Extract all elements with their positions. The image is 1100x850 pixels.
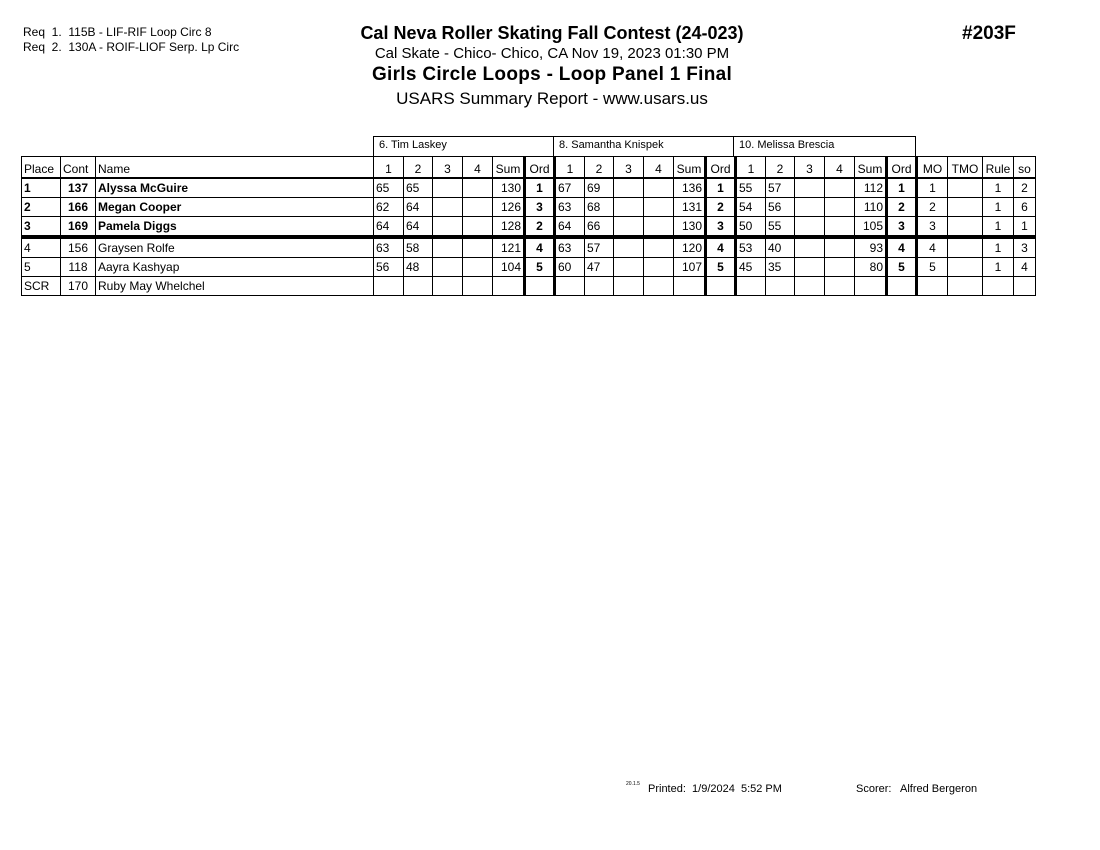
report-title: USARS Summary Report - www.usars.us bbox=[396, 89, 708, 108]
judge-1-ord-cell: 4 bbox=[525, 237, 555, 258]
judge-3-score-1-cell: 54 bbox=[736, 198, 766, 217]
so-cell: 2 bbox=[1014, 178, 1036, 198]
place-cell: 3 bbox=[22, 217, 61, 238]
judge-1-score-4-cell bbox=[463, 178, 493, 198]
judge-3-score-3-cell bbox=[795, 178, 825, 198]
judge-1-score-3-cell bbox=[433, 178, 463, 198]
place-cell: 5 bbox=[22, 258, 61, 277]
col-j1-score-1: 1 bbox=[374, 157, 404, 179]
table-row bbox=[22, 198, 1036, 217]
judge-1-score-1-cell bbox=[374, 277, 404, 296]
judge-2-ord-cell: 2 bbox=[706, 198, 736, 217]
tmo-cell bbox=[948, 217, 983, 238]
judge-1-score-1-cell: 56 bbox=[374, 258, 404, 277]
judge-3-score-2-cell: 57 bbox=[766, 178, 795, 198]
judge-2-score-3-cell bbox=[614, 237, 644, 258]
requirement-2: Req 2. 130A - ROIF-LIOF Serp. Lp Circ bbox=[23, 40, 240, 54]
rule-cell: 1 bbox=[983, 178, 1014, 198]
judge-2-score-4-cell bbox=[644, 198, 674, 217]
judge-3-sum-cell: 112 bbox=[855, 178, 887, 198]
col-j2-ord: Ord bbox=[706, 157, 736, 179]
mo-cell: 4 bbox=[917, 237, 948, 258]
judge-2-sum-cell: 136 bbox=[674, 178, 706, 198]
judge-3-score-1-cell bbox=[736, 277, 766, 296]
judge-3-ord-cell: 4 bbox=[887, 237, 917, 258]
results-table bbox=[21, 156, 1036, 296]
judge-3-score-2-cell: 56 bbox=[766, 198, 795, 217]
judge-2-sum-cell: 107 bbox=[674, 258, 706, 277]
col-j2-score-1: 1 bbox=[555, 157, 585, 179]
judge-2-score-3-cell bbox=[614, 217, 644, 238]
tmo-cell bbox=[948, 277, 983, 296]
cont-cell: 118 bbox=[61, 258, 96, 277]
rule-cell: 1 bbox=[983, 217, 1014, 238]
col-j2-score-3: 3 bbox=[614, 157, 644, 179]
judge-1-ord-cell: 3 bbox=[525, 198, 555, 217]
judge-2-score-1-cell: 63 bbox=[555, 237, 585, 258]
cont-cell: 137 bbox=[61, 178, 96, 198]
judge-2-score-4-cell bbox=[644, 178, 674, 198]
judge-3-ord-cell: 1 bbox=[887, 178, 917, 198]
judge-2-ord-cell: 3 bbox=[706, 217, 736, 238]
judge-3-sum-cell: 105 bbox=[855, 217, 887, 238]
col-j3-score-1: 1 bbox=[736, 157, 766, 179]
judge-3-score-1-cell: 55 bbox=[736, 178, 766, 198]
mo-cell: 2 bbox=[917, 198, 948, 217]
judge-2-score-4-cell bbox=[644, 277, 674, 296]
contest-location-date: Cal Skate - Chico- Chico, CA Nov 19, 2023 01:30 PM bbox=[374, 45, 730, 62]
judge-3-score-4-cell bbox=[825, 178, 855, 198]
judge-1-ord-cell: 1 bbox=[525, 178, 555, 198]
table-row bbox=[22, 178, 1036, 198]
mo-cell: 3 bbox=[917, 217, 948, 238]
col-j3-score-3: 3 bbox=[795, 157, 825, 179]
judge-1-score-2-cell: 58 bbox=[404, 237, 433, 258]
mo-cell: 1 bbox=[917, 178, 948, 198]
judge-2-ord-cell bbox=[706, 277, 736, 296]
cont-cell: 169 bbox=[61, 217, 96, 238]
judge-1-score-1-cell: 63 bbox=[374, 237, 404, 258]
col-j2-score-2: 2 bbox=[585, 157, 614, 179]
so-cell bbox=[1014, 277, 1036, 296]
judge-1-score-1-cell: 64 bbox=[374, 217, 404, 238]
judge-2-score-2-cell: 66 bbox=[585, 217, 614, 238]
judge-2-score-2-cell: 68 bbox=[585, 198, 614, 217]
judge-1-score-2-cell: 65 bbox=[404, 178, 433, 198]
judge-2-score-3-cell bbox=[614, 178, 644, 198]
so-cell: 1 bbox=[1014, 217, 1036, 238]
judge-1-score-3-cell bbox=[433, 258, 463, 277]
judge-1-sum-cell: 121 bbox=[493, 237, 525, 258]
col-j3-sum: Sum bbox=[855, 157, 887, 179]
place-cell: 2 bbox=[22, 198, 61, 217]
judge-1-score-4-cell bbox=[463, 198, 493, 217]
judge-2-score-2-cell bbox=[585, 277, 614, 296]
judge-1-score-4-cell bbox=[463, 258, 493, 277]
col-rule: Rule bbox=[983, 157, 1014, 179]
judge-2-sum-cell: 131 bbox=[674, 198, 706, 217]
judge-3-score-3-cell bbox=[795, 258, 825, 277]
skater-name-cell: Megan Cooper bbox=[96, 198, 374, 217]
judge-3-score-3-cell bbox=[795, 198, 825, 217]
judge-3-score-4-cell bbox=[825, 237, 855, 258]
judge-2-ord-cell: 1 bbox=[706, 178, 736, 198]
judge-3-sum-cell: 110 bbox=[855, 198, 887, 217]
judge-1-score-4-cell bbox=[463, 237, 493, 258]
judge-1-score-2-cell: 64 bbox=[404, 198, 433, 217]
col-tmo: TMO bbox=[948, 157, 983, 179]
judge-2-score-2-cell: 69 bbox=[585, 178, 614, 198]
event-number: #203F bbox=[962, 23, 1016, 44]
judge-1-ord-cell: 2 bbox=[525, 217, 555, 238]
judge-2-sum-cell: 130 bbox=[674, 217, 706, 238]
judge-2-score-4-cell bbox=[644, 258, 674, 277]
judge-2-score-4-cell bbox=[644, 237, 674, 258]
col-j3-score-4: 4 bbox=[825, 157, 855, 179]
rule-cell: 1 bbox=[983, 237, 1014, 258]
judge-1-score-3-cell bbox=[433, 277, 463, 296]
judge-3-score-1-cell: 45 bbox=[736, 258, 766, 277]
judge-3-score-2-cell: 40 bbox=[766, 237, 795, 258]
judge-3-sum-cell: 80 bbox=[855, 258, 887, 277]
place-cell: SCR bbox=[22, 277, 61, 296]
judge-1-score-4-cell bbox=[463, 277, 493, 296]
requirement-1: Req 1. 115B - LIF-RIF Loop Circ 8 bbox=[23, 25, 212, 39]
judge-2-score-1-cell: 64 bbox=[555, 217, 585, 238]
col-j3-score-2: 2 bbox=[766, 157, 795, 179]
judge-1-ord-cell: 5 bbox=[525, 258, 555, 277]
rule-cell: 1 bbox=[983, 198, 1014, 217]
tmo-cell bbox=[948, 258, 983, 277]
place-cell: 4 bbox=[22, 237, 61, 258]
judge-3-ord-cell bbox=[887, 277, 917, 296]
col-j1-score-4: 4 bbox=[463, 157, 493, 179]
judge-3-score-1-cell: 53 bbox=[736, 237, 766, 258]
col-mo: MO bbox=[917, 157, 948, 179]
table-row bbox=[22, 258, 1036, 277]
judge-3-label: 10. Melissa Brescia bbox=[733, 136, 916, 156]
judge-3-ord-cell: 3 bbox=[887, 217, 917, 238]
table-row bbox=[22, 217, 1036, 238]
judge-2-score-1-cell: 63 bbox=[555, 198, 585, 217]
scorer-name: Scorer: Alfred Bergeron bbox=[856, 783, 978, 795]
judge-3-score-4-cell bbox=[825, 277, 855, 296]
contest-title: Cal Neva Roller Skating Fall Contest (24-023) bbox=[360, 23, 744, 43]
judge-1-score-2-cell: 48 bbox=[404, 258, 433, 277]
judge-3-ord-cell: 2 bbox=[887, 198, 917, 217]
col-j1-ord: Ord bbox=[525, 157, 555, 179]
cont-cell: 170 bbox=[61, 277, 96, 296]
col-j2-sum: Sum bbox=[674, 157, 706, 179]
judge-3-score-3-cell bbox=[795, 277, 825, 296]
judge-2-label: 8. Samantha Knispek bbox=[553, 136, 734, 156]
col-place: Place bbox=[22, 157, 61, 179]
judge-2-ord-cell: 5 bbox=[706, 258, 736, 277]
judge-1-sum-cell bbox=[493, 277, 525, 296]
judge-2-score-3-cell bbox=[614, 277, 644, 296]
col-j3-ord: Ord bbox=[887, 157, 917, 179]
judge-3-sum-cell bbox=[855, 277, 887, 296]
judge-3-score-4-cell bbox=[825, 258, 855, 277]
so-cell: 4 bbox=[1014, 258, 1036, 277]
col-cont: Cont bbox=[61, 157, 96, 179]
judge-3-score-4-cell bbox=[825, 217, 855, 238]
judge-3-score-3-cell bbox=[795, 237, 825, 258]
judge-3-score-2-cell bbox=[766, 277, 795, 296]
skater-name-cell: Alyssa McGuire bbox=[96, 178, 374, 198]
judge-3-score-1-cell: 50 bbox=[736, 217, 766, 238]
judge-2-ord-cell: 4 bbox=[706, 237, 736, 258]
tmo-cell bbox=[948, 178, 983, 198]
judge-3-sum-cell: 93 bbox=[855, 237, 887, 258]
event-title: Girls Circle Loops - Loop Panel 1 Final bbox=[371, 64, 733, 85]
judge-3-score-2-cell: 35 bbox=[766, 258, 795, 277]
col-name: Name bbox=[96, 157, 374, 179]
cont-cell: 156 bbox=[61, 237, 96, 258]
judge-1-score-2-cell bbox=[404, 277, 433, 296]
table-row bbox=[22, 237, 1036, 258]
rule-cell bbox=[983, 277, 1014, 296]
col-j1-score-2: 2 bbox=[404, 157, 433, 179]
judge-1-score-3-cell bbox=[433, 217, 463, 238]
judge-1-score-3-cell bbox=[433, 237, 463, 258]
skater-name-cell: Graysen Rolfe bbox=[96, 237, 374, 258]
judge-1-sum-cell: 126 bbox=[493, 198, 525, 217]
judge-3-score-2-cell: 55 bbox=[766, 217, 795, 238]
judge-2-score-3-cell bbox=[614, 198, 644, 217]
judge-2-score-3-cell bbox=[614, 258, 644, 277]
judge-2-score-4-cell bbox=[644, 217, 674, 238]
rule-cell: 1 bbox=[983, 258, 1014, 277]
judge-1-score-2-cell: 64 bbox=[404, 217, 433, 238]
skater-name-cell: Ruby May Whelchel bbox=[96, 277, 374, 296]
judge-1-score-3-cell bbox=[433, 198, 463, 217]
judge-1-label: 6. Tim Laskey bbox=[373, 136, 554, 156]
skater-name-cell: Pamela Diggs bbox=[96, 217, 374, 238]
judge-2-score-2-cell: 47 bbox=[585, 258, 614, 277]
skater-name-cell: Aayra Kashyap bbox=[96, 258, 374, 277]
judge-1-score-1-cell: 65 bbox=[374, 178, 404, 198]
judge-1-score-1-cell: 62 bbox=[374, 198, 404, 217]
results-body bbox=[22, 178, 1036, 296]
col-j1-sum: Sum bbox=[493, 157, 525, 179]
col-j2-score-4: 4 bbox=[644, 157, 674, 179]
judge-1-sum-cell: 128 bbox=[493, 217, 525, 238]
mo-cell: 5 bbox=[917, 258, 948, 277]
place-cell: 1 bbox=[22, 178, 61, 198]
judge-3-score-3-cell bbox=[795, 217, 825, 238]
judge-1-score-4-cell bbox=[463, 217, 493, 238]
cont-cell: 166 bbox=[61, 198, 96, 217]
report-code: 20.1.5 bbox=[626, 781, 640, 787]
so-cell: 6 bbox=[1014, 198, 1036, 217]
tmo-cell bbox=[948, 198, 983, 217]
tmo-cell bbox=[948, 237, 983, 258]
table-row bbox=[22, 277, 1036, 296]
judge-2-score-1-cell bbox=[555, 277, 585, 296]
judge-1-sum-cell: 104 bbox=[493, 258, 525, 277]
mo-cell bbox=[917, 277, 948, 296]
judge-2-score-2-cell: 57 bbox=[585, 237, 614, 258]
column-header-row bbox=[22, 157, 1036, 179]
col-so: so bbox=[1014, 157, 1036, 179]
judge-2-sum-cell bbox=[674, 277, 706, 296]
so-cell: 3 bbox=[1014, 237, 1036, 258]
col-j1-score-3: 3 bbox=[433, 157, 463, 179]
printed-timestamp: Printed: 1/9/2024 5:52 PM bbox=[648, 783, 782, 795]
judge-2-sum-cell: 120 bbox=[674, 237, 706, 258]
judge-3-ord-cell: 5 bbox=[887, 258, 917, 277]
judge-2-score-1-cell: 67 bbox=[555, 178, 585, 198]
judge-2-score-1-cell: 60 bbox=[555, 258, 585, 277]
judge-1-sum-cell: 130 bbox=[493, 178, 525, 198]
judge-3-score-4-cell bbox=[825, 198, 855, 217]
judge-1-ord-cell bbox=[525, 277, 555, 296]
